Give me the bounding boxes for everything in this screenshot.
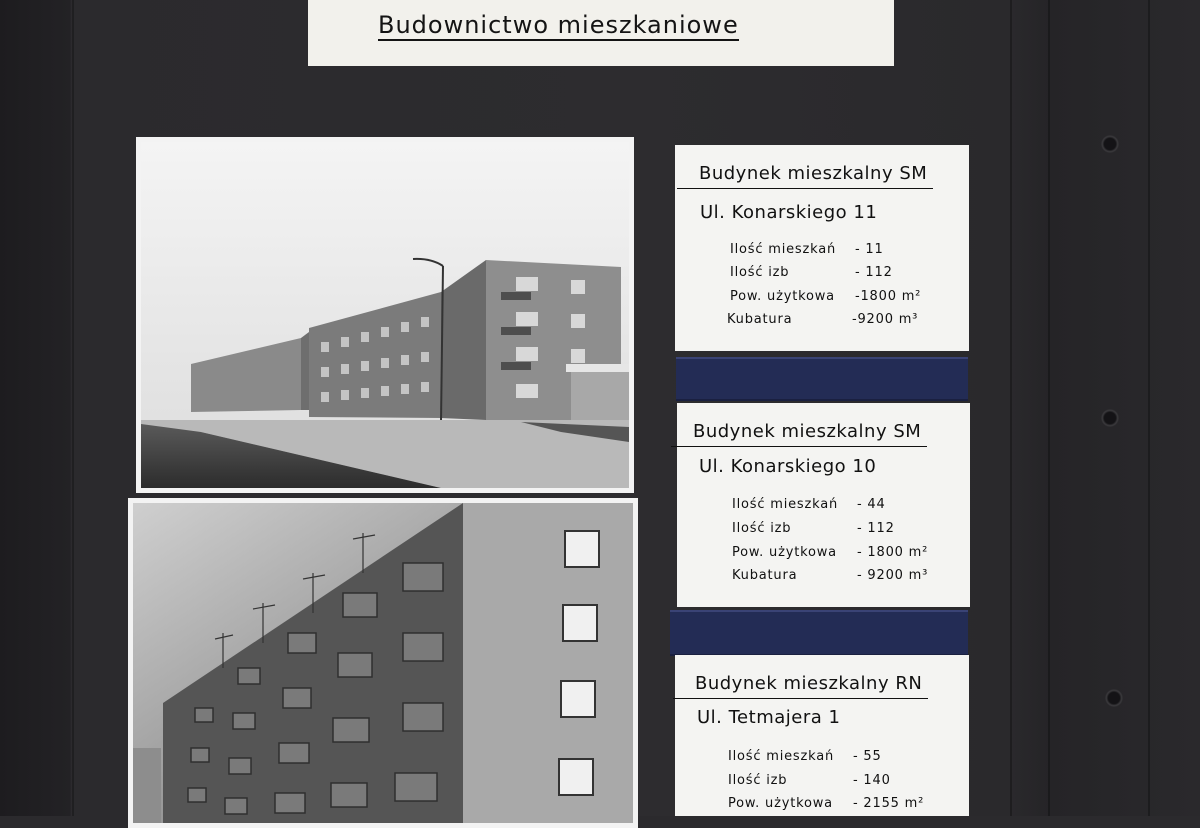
card-street: Ul. Konarskiego 10 — [699, 456, 877, 477]
page-edge-line — [1010, 0, 1012, 816]
row-label: Ilość mieszkań — [728, 749, 835, 764]
row-label: Pow. użytkowa — [728, 796, 833, 811]
row-label: Ilość mieszkań — [730, 242, 837, 257]
row-value: - 55 — [853, 749, 882, 764]
row-label: Ilość izb — [730, 265, 790, 280]
row-value: -9200 m³ — [852, 312, 919, 327]
row-label: Pow. użytkowa — [732, 545, 837, 560]
page-title: Budownictwo mieszkaniowe — [378, 11, 739, 39]
row-value: - 140 — [853, 773, 891, 788]
row-value: - 11 — [855, 242, 884, 257]
photo-konarskiego-11 — [136, 137, 634, 493]
page-edge-line — [1148, 0, 1150, 816]
page-edge-line — [1048, 0, 1050, 816]
photo-konarskiego-11-image — [141, 142, 629, 488]
row-label: Ilość izb — [732, 521, 792, 536]
row-label: Pow. użytkowa — [730, 289, 835, 304]
binding-hole — [1101, 135, 1119, 153]
row-label: Ilość izb — [728, 773, 788, 788]
card-title: Budynek mieszkalny RN — [673, 673, 928, 699]
card-street: Ul. Konarskiego 11 — [700, 202, 878, 223]
page-edge-line — [72, 0, 74, 816]
info-card-tetmajera-1 — [675, 655, 969, 816]
row-value: - 9200 m³ — [857, 568, 929, 583]
row-value: -1800 m² — [855, 289, 922, 304]
row-value: - 112 — [855, 265, 893, 280]
title-card — [308, 0, 894, 66]
card-title: Budynek mieszkalny SM — [677, 163, 933, 189]
info-card-konarskiego-10 — [677, 403, 970, 607]
row-value: - 112 — [857, 521, 895, 536]
binding-hole — [1101, 409, 1119, 427]
row-value: - 1800 m² — [857, 545, 929, 560]
row-label: Kubatura — [727, 312, 793, 327]
row-label: Kubatura — [732, 568, 798, 583]
info-card-konarskiego-11 — [675, 145, 969, 351]
mounting-strip — [676, 357, 968, 401]
card-street: Ul. Tetmajera 1 — [697, 707, 841, 728]
row-label: Ilość mieszkań — [732, 497, 839, 512]
photo-tetmajera-1-image — [133, 503, 633, 823]
card-title: Budynek mieszkalny SM — [671, 421, 927, 447]
row-value: - 44 — [857, 497, 886, 512]
row-value: - 2155 m² — [853, 796, 925, 811]
mounting-strip — [670, 610, 968, 656]
photo-tetmajera-1 — [128, 498, 638, 828]
binding-hole — [1105, 689, 1123, 707]
